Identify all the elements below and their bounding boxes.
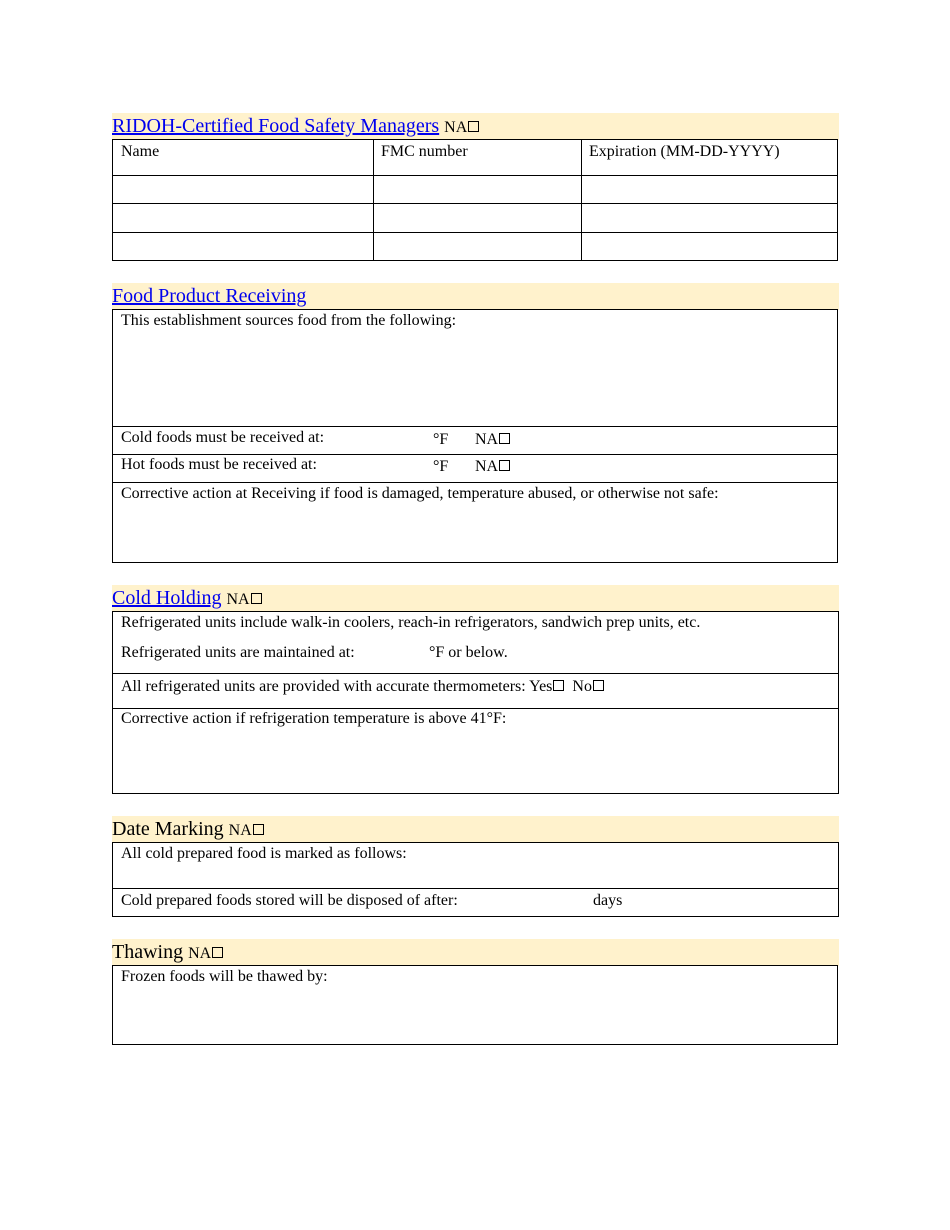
cold-receive-unit: °F	[433, 431, 449, 448]
thawing-heading	[112, 940, 223, 966]
table-row	[113, 203, 837, 204]
column-header-name: Name	[121, 143, 160, 160]
disposed-label: Cold prepared foods stored will be disposed of after:	[121, 892, 458, 909]
managers-heading	[112, 114, 479, 140]
managers-table	[112, 139, 838, 261]
table-row	[113, 232, 837, 233]
thawing-table	[112, 965, 838, 1045]
thermometers-no-checkbox[interactable]	[593, 680, 604, 691]
cold-receive-na-checkbox[interactable]	[499, 433, 510, 444]
hot-receive-na-checkbox[interactable]	[499, 460, 510, 471]
managers-na-checkbox[interactable]	[468, 121, 479, 132]
thermometers-line: All refrigerated units are provided with accurate thermometers: Yes No	[121, 677, 604, 697]
thawing-na-checkbox[interactable]	[212, 947, 223, 958]
managers-title-link[interactable]: RIDOH-Certified Food Safety Managers	[112, 115, 440, 137]
cold-holding-title-link[interactable]: Cold Holding	[112, 587, 222, 609]
sources-label: This establishment sources food from the following:	[121, 312, 457, 329]
cold-holding-table	[112, 611, 839, 794]
thawed-label: Frozen foods will be thawed by:	[121, 968, 328, 985]
cold-holding-na-label: NA	[226, 591, 250, 608]
cold-holding-na-checkbox[interactable]	[251, 593, 262, 604]
receiving-heading	[112, 284, 306, 308]
marked-label: All cold prepared food is marked as follows:	[121, 845, 407, 862]
date-marking-na-checkbox[interactable]	[253, 824, 264, 835]
cold-holding-heading	[112, 586, 262, 612]
receiving-table	[112, 309, 838, 563]
cold-receive-label: Cold foods must be received at:	[121, 429, 325, 446]
hot-receive-unit: °F	[433, 458, 449, 475]
receiving-corrective-label: Corrective action at Receiving if food is damaged, temperature abused, or otherwise not safe:	[121, 485, 719, 502]
managers-na-label: NA	[444, 119, 468, 136]
maintained-label: Refrigerated units are maintained at:	[121, 644, 355, 661]
days-label: days	[593, 892, 623, 909]
hot-receive-na: NA	[475, 457, 510, 477]
receiving-title-link[interactable]: Food Product Receiving	[112, 285, 307, 307]
cold-receive-na: NA	[475, 430, 510, 450]
units-text: Refrigerated units include walk-in coolers, reach-in refrigerators, sandwich prep units, etc.	[121, 614, 701, 631]
hot-receive-label: Hot foods must be received at:	[121, 456, 317, 473]
thawing-title: Thawing	[112, 941, 184, 963]
date-marking-table	[112, 842, 839, 917]
cold-holding-corrective-label: Corrective action if refrigeration temperature is above 41°F:	[121, 710, 507, 727]
date-marking-title: Date Marking	[112, 818, 224, 840]
maintained-unit: °F or below.	[429, 644, 508, 661]
date-marking-na-label: NA	[228, 822, 252, 839]
table-row	[113, 175, 837, 176]
thawing-na-label: NA	[188, 945, 212, 962]
thermometers-yes-checkbox[interactable]	[553, 680, 564, 691]
column-header-expiration: Expiration (MM-DD-YYYY)	[589, 143, 780, 160]
column-header-fmc: FMC number	[381, 143, 468, 160]
date-marking-heading	[112, 817, 264, 843]
